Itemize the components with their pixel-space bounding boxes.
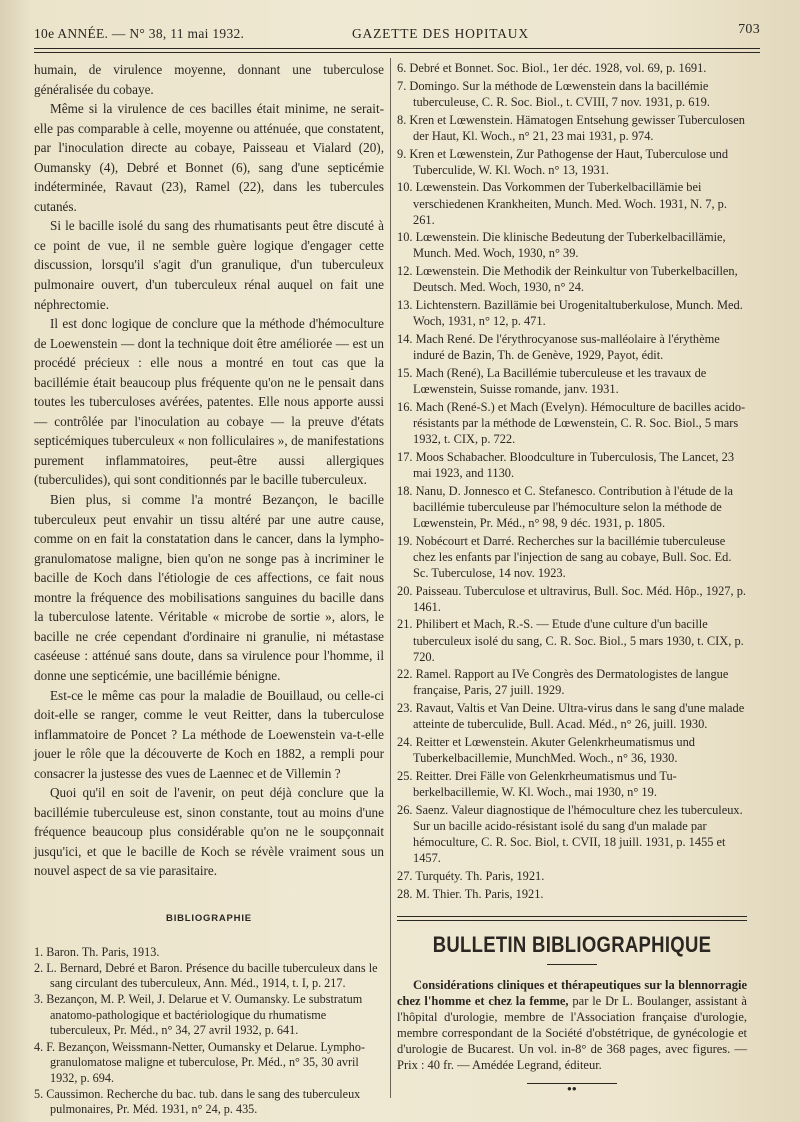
book-review [397,977,747,1073]
reference-item: 8. Kren et Lœwenstein. Hämatogen Entsehung gewisser Tuberculosen der Haut, Kl. Woch., n° 21, 23 mai 1931, p. 974. [397,112,745,143]
paragraph: Même si la virulence de ces bacilles était minime, ne serait-elle pas comparable à celle, moyenne ou atténuée, que constatent, par l'inoculation directe au cobaye, Paisseau et Vialard (20), Oumansky (4), Debré et Bonnet (6), sang d'une septicémie indéterminée, Ravaut (23), Ramel (22), dans les tubercules cutanés. [34,101,384,214]
issue-info: 10e ANNÉE. — N° 38, 11 mai 1932. [34,26,245,41]
header-rule [34,48,760,49]
reference-item: 20. Paisseau. Tuberculose et ultravirus, Bull. Soc. Méd. Hôp., 1927, p. 1461. [397,583,746,614]
page-number: 703 [738,22,760,37]
review-body: par le Dr L. Boulanger, assistant à l'hôpital d'urologie, membre de l'Association française d'urologie, membre correspondant de la Société d'obstétrique, de gynécologie et d'urologie de Bucarest. Un vol. in-8° de 368 pages, avec figures. — Prix : 40 fr. — Amédée Legrand, éditeur. [397,994,747,1073]
paragraph: Quoi qu'il en soit de l'avenir, on peut déjà conclure que la bacillémie tuberculeuse est, sinon constante, tout au moins d'une fréquence beaucoup plus considérable qu'on ne le soupçonnait jusqu'ici, et que le bacille de Koch se révèle vraiment sous un nouvel aspect de sa vie parasitaire. [34,785,384,879]
reference-item: 10. Lœwenstein. Das Vorkommen der Tuberkelbacillämie bei verschiedenen Krankheiten, Munch. Med. Woch. 1931, N. 7, p. 261. [397,180,727,227]
ornament-glyph: ●● [567,1084,577,1094]
paragraph: Si le bacille isolé du sang des rhumatisants peut être discuté à ce point de vue, il ne semble guère logique d'engager cette discussion, lorsqu'il s'agit d'un granulique, d'un tuberculeux pulmonaire ouvert, d'un tuberculeux rénal auquel on fait une néphrectomie. [34,218,384,312]
reference-item: 22. Ramel. Rapport au IVe Congrès des Dermatologistes de langue française, Paris, 27 juill. 1929. [397,667,729,698]
reference-item: 19. Nobécourt et Darré. Recherches sur la bacillémie tuberculeuse chez les enfants par l'injection de sang au cobaye, Bull. Soc. Ed. Sc. Tuberculose, 14 nov. 1923. [397,533,732,580]
reference-item: 15. Mach (René), La Bacillémie tuberculeuse et les travaux de Lœwenstein, Suisse romande, janv. 1931. [397,365,707,396]
reference-item: 9. Kren et Lœwenstein, Zur Pathogense der Haut, Tuberculose und Tuberculide, W. Kl. Woch. n° 13, 1931. [397,146,729,177]
review-title: Considérations cliniques et thérapeutiques sur la blennorragie chez l'homme et chez la femme, [397,978,747,1009]
reference-item: 28. M. Thier. Th. Paris, 1921. [397,886,544,901]
section-rule [397,916,747,917]
reference-item: 12. Lœwenstein. Die Methodik der Reinkultur von Tuberkelbacillen, Deutsch. Med. Woch, 1930, n° 24. [397,264,738,295]
reference-item: 18. Nanu, D. Jonnesco et C. Stefanesco. Contribution à l'étude de la bacillémie tuberculeuse par l'hémoculture selon la méthode de Lœwenstein, Pr. Méd., n° 98, 9 déc. 1931, p. 1805. [397,483,734,530]
paragraph: Bien plus, si comme l'a montré Bezançon, le bacille tuberculeux peut envahir un tissu altéré par une autre cause, comme on en fait la constatation dans le cancer, dans la lympho-granulomatose maligne, bien qu'on ne songe pas à incriminer le bacille de Koch dans l'étiologie de ces affections, ce fait nous montre la fréquence des mobilisations sanguines du bacille dans la tuberculose latente. Véritable « microbe de sortie », alors, le bacille ne crée cependant d'ordinaire ni granulie, ni métastase caséeuse : atténué sans doute, dans sa virulence pour l'homme, il donne une septicémie, une bacillémie bénigne. [34,492,384,683]
paragraph: humain, de virulence moyenne, donnant une tuberculose généralisée du cobaye. [34,62,384,97]
bulletin-heading: BULLETIN BIBLIOGRAPHIQUE [432,931,712,957]
section-rule-thin [397,920,747,921]
heading-underline [547,964,597,965]
reference-item: 3. Bezançon, M. P. Weil, J. Delarue et V. Oumansky. Le substratum anatomo-pathologique et bactériologique du rhumatisme tuberculeux, Pr. Méd., n° 34, 27 avril 1932, p. 641. [34,992,363,1038]
paragraph: Il est donc logique de conclure que la méthode d'hémoculture de Loewenstein — dont la technique doit être améliorée — est un procédé précieux : elle nous a montré en tout cas que la bacillémie était beaucoup plus fréquente qu'on ne le pensait dans toutes les tuberculoses avérées, patentes. Elle nous apporte aussi — contrôlée par l'inoculation au cobaye — la preuve d'états septicémiques tuberculeux « non folliculaires », de manifestations purement inflammatoires, peut-être aussi allergiques (tuberculides), qui sont conditionnés par le bacille tuberculeux. [34,316,384,488]
bibliography-heading: BIBLIOGRAPHIE [166,912,252,924]
reference-item: 25. Reitter. Drei Fälle von Gelenkrheumatismus und Tuberkelbacillemie, W. Kl. Woch., mai 1930, n° 19. [397,769,677,800]
header-rule-thin [34,52,760,53]
reference-item: 10. Lœwenstein. Die klinische Bedeutung der Tuberkelbacillämie, Munch. Med. Woch, 1930, n° 39. [397,230,726,261]
reference-item: 1. Baron. Th. Paris, 1913. [34,944,160,959]
reference-list-right [397,60,747,902]
page-header [34,22,760,48]
reference-item: 14. Mach René. De l'érythrocyanose sus-malléolaire à l'érythème induré de Bazin, Th. de Genève, 1929, Payot, édit. [397,332,720,363]
reference-item: 23. Ravaut, Valtis et Van Deine. Ultra-virus dans le sang d'une malade atteinte de tuberculide, Bull. Acad. Méd., n° 26, juill. 1930. [397,701,745,732]
reference-item: 16. Mach (René-S.) et Mach (Evelyn). Hémoculture de bacilles acido-résistants par la méthode de Lœwenstein, C. R. Soc. Biol., 5 mars 1932, t. CIX, p. 722. [397,399,746,446]
reference-item: 7. Domingo. Sur la méthode de Lœwenstein dans la bacillémie tuberculeuse, C. R. Soc. Biol., t. CVIII, 7 nov. 1931, p. 619. [397,78,710,109]
reference-item: 5. Caussimon. Recherche du bac. tub. dans le sang des tuberculeux pulmonaires, Pr. Méd. 1931, n° 24, p. 435. [34,1086,361,1117]
reference-item: 27. Turquéty. Th. Paris, 1921. [397,868,545,883]
reference-item: 17. Moos Schabacher. Bloodculture in Tuberculosis, The Lancet, 23 mai 1923, and 1130. [397,449,735,480]
reference-item: 4. F. Bezançon, Weissmann-Netter, Oumansky et Delarue. Lympho-granulomatose maligne et tuberculose, Pr. Méd., n° 35, 30 avril 1932, p. 694. [34,1039,366,1085]
right-column [397,60,747,1094]
reference-item: 26. Saenz. Valeur diagnostique de l'hémoculture chez les tuberculeux. Sur un bacille acido-résistant isolé du sang d'un malade par hémoculture, C. R. Soc. Biol, t. CVII, 18 juill. 1931, p. 1455 et 1457. [397,802,743,866]
paragraph: Est-ce le même cas pour la maladie de Bouillaud, ou celle-ci doit-elle se ranger, comme le veut Reitter, dans la tuberculose inflammatoire de Poncet ? La méthode de Loewenstein va-t-elle jouer le rôle que la découverte de Koch en 1882, a rempli pour consacrer la justesse des vues de Laennec et de Villemin ? [34,687,384,781]
end-ornament [527,1083,617,1094]
reference-item: 2. L. Bernard, Debré et Baron. Présence du bacille tuberculeux dans le sang circulant des tuberculeux, Ann. Méd., 1914, t. I, p. 217. [34,960,378,991]
reference-item: 13. Lichtenstern. Bazillämie bei Urogenitaltuberkulose, Munch. Med. Woch, 1931, n° 12, p. 471. [397,298,743,329]
left-column [34,60,384,1119]
column-divider [390,58,391,1098]
reference-item: 6. Debré et Bonnet. Soc. Biol., 1er déc. 1928, vol. 69, p. 1691. [397,61,707,75]
reference-item: 24. Reitter et Lœwenstein. Akuter Gelenkrheumatismus und Tuberkelbacillemie, MunchMed. Woch., n° 36, 1930. [397,735,695,766]
reference-item: 21. Philibert et Mach, R.-S. — Etude d'une culture d'un bacille tuberculeux isolé du sang, C. R. Soc. Biol., 5 mars 1930, t. CIX, p. 720. [397,617,744,664]
reference-list-left [34,945,384,1119]
journal-title: GAZETTE DES HOPITAUX [352,26,529,41]
